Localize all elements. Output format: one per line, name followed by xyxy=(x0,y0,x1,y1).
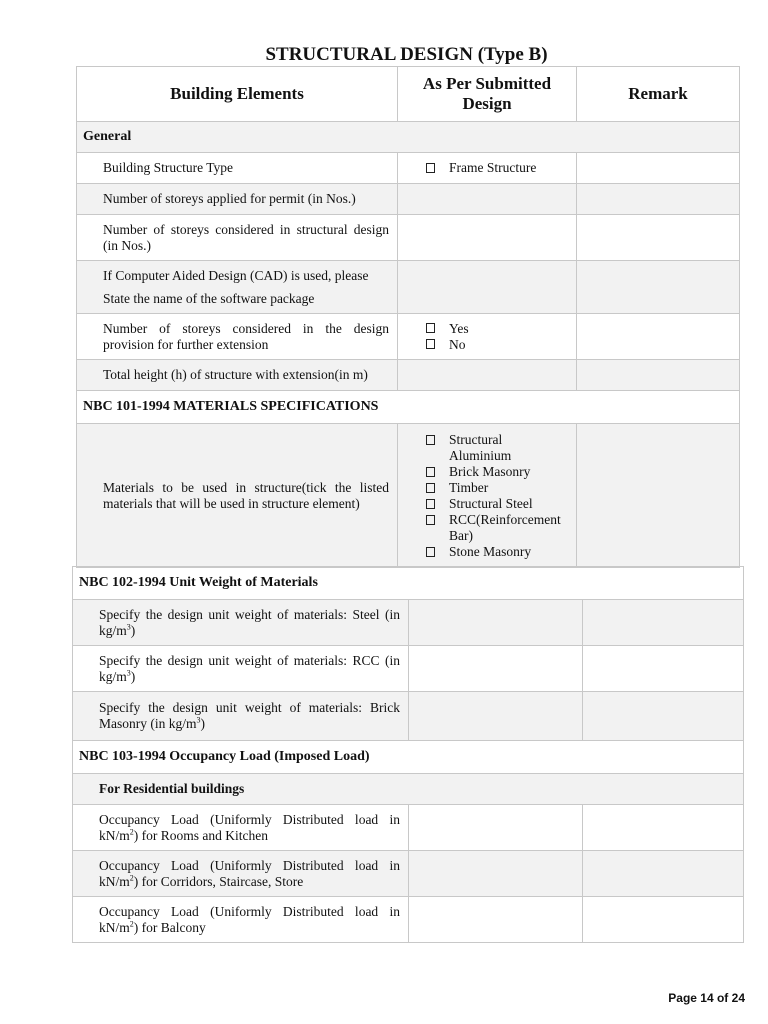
value-cell[interactable] xyxy=(398,215,577,261)
row-label: Specify the design unit weight of materials: Steel (in $kg/m^3$) xyxy=(73,600,409,646)
structural-design-table-part2 xyxy=(72,566,744,943)
option-label: Structural Steel xyxy=(449,495,533,511)
materials-options-cell xyxy=(398,424,577,568)
table-row xyxy=(73,692,744,741)
section-heading: NBC 101-1994 MATERIALS SPECIFICATIONS xyxy=(77,391,740,424)
table-row xyxy=(77,184,740,215)
building-structure-type-cell xyxy=(398,153,577,184)
option-label: Frame Structure xyxy=(449,160,537,175)
section-heading: NBC 102-1994 Unit Weight of Materials xyxy=(73,567,744,600)
structural-steel-checkbox[interactable] xyxy=(426,499,435,509)
value-cell[interactable] xyxy=(409,646,583,692)
brick-masonry-checkbox[interactable] xyxy=(426,467,435,477)
structural-design-table-part1 xyxy=(76,66,740,568)
header-as-per-submitted-design: As Per Submitted Design xyxy=(398,67,577,122)
row-label: Number of storeys considered in structural design (in Nos.) xyxy=(77,215,398,261)
table-row xyxy=(73,646,744,692)
subsection-heading: For Residential buildings xyxy=(73,774,744,805)
remark-cell[interactable] xyxy=(577,153,740,184)
option-label: Stone Masonry xyxy=(449,543,532,559)
timber-checkbox[interactable] xyxy=(426,483,435,493)
table-row xyxy=(77,424,740,568)
remark-cell[interactable] xyxy=(583,805,744,851)
remark-cell[interactable] xyxy=(577,360,740,391)
table-row xyxy=(73,851,744,897)
section-heading: NBC 103-1994 Occupancy Load (Imposed Load) xyxy=(73,741,744,774)
table-row xyxy=(77,314,740,360)
section-heading: General xyxy=(77,122,740,153)
structural-aluminium-checkbox[interactable] xyxy=(426,435,435,445)
remark-cell[interactable] xyxy=(583,600,744,646)
remark-cell[interactable] xyxy=(577,424,740,568)
page-number: Page 14 of 24 xyxy=(668,991,745,1005)
section-occupancy xyxy=(73,741,744,774)
row-label: Total height (h) of structure with extension(in m) xyxy=(77,360,398,391)
value-cell[interactable] xyxy=(409,805,583,851)
remark-cell[interactable] xyxy=(577,314,740,360)
remark-cell[interactable] xyxy=(583,851,744,897)
remark-cell[interactable] xyxy=(577,184,740,215)
table-row xyxy=(73,600,744,646)
row-label: Occupancy Load (Uniformly Distributed load in $kN/m^2$) for Rooms and Kitchen xyxy=(73,805,409,851)
no-checkbox[interactable] xyxy=(426,339,435,349)
table-row xyxy=(73,805,744,851)
page-title: STRUCTURAL DESIGN (Type B) xyxy=(265,44,548,65)
header-building-elements: Building Elements xyxy=(77,67,398,122)
remark-cell[interactable] xyxy=(583,692,744,741)
remark-cell[interactable] xyxy=(583,646,744,692)
header-remark: Remark xyxy=(577,67,740,122)
extension-options-cell xyxy=(398,314,577,360)
row-label: Materials to be used in structure(tick the listed materials that will be used in structure element) xyxy=(77,424,398,568)
table-header-row xyxy=(77,67,740,122)
row-label: Number of storeys considered in the design provision for further extension xyxy=(77,314,398,360)
remark-cell[interactable] xyxy=(577,261,740,314)
subsection-residential xyxy=(73,774,744,805)
remark-cell[interactable] xyxy=(577,215,740,261)
row-label: If Computer Aided Design (CAD) is used, please State the name of the software package xyxy=(77,261,398,314)
value-cell[interactable] xyxy=(409,897,583,943)
value-cell[interactable] xyxy=(409,851,583,897)
row-label: Occupancy Load (Uniformly Distributed load in $kN/m^2$) for Balcony xyxy=(73,897,409,943)
rcc-checkbox[interactable] xyxy=(426,515,435,525)
section-unit-weight xyxy=(73,567,744,600)
value-cell[interactable] xyxy=(398,261,577,314)
section-materials xyxy=(77,391,740,424)
table-row xyxy=(77,153,740,184)
frame-structure-checkbox[interactable] xyxy=(426,163,435,173)
section-general xyxy=(77,122,740,153)
row-label: Specify the design unit weight of materials: Brick Masonry (in $kg/m^3$) xyxy=(73,692,409,741)
option-label: Timber xyxy=(449,479,489,495)
table-row xyxy=(73,897,744,943)
row-label: Specify the design unit weight of materials: RCC (in $kg/m^3$) xyxy=(73,646,409,692)
value-cell[interactable] xyxy=(409,600,583,646)
option-label: Structural Aluminium xyxy=(449,431,512,463)
table-row xyxy=(77,215,740,261)
value-cell[interactable] xyxy=(398,360,577,391)
row-label: Occupancy Load (Uniformly Distributed load in $kN/m^2$) for Corridors, Staircase, Store xyxy=(73,851,409,897)
option-label: No xyxy=(449,336,466,352)
row-label: Number of storeys applied for permit (in Nos.) xyxy=(77,184,398,215)
yes-checkbox[interactable] xyxy=(426,323,435,333)
table-row xyxy=(77,360,740,391)
option-label: Yes xyxy=(449,320,469,336)
option-label: RCC(Reinforcement Bar) xyxy=(449,511,561,543)
value-cell[interactable] xyxy=(409,692,583,741)
remark-cell[interactable] xyxy=(583,897,744,943)
stone-masonry-checkbox[interactable] xyxy=(426,547,435,557)
value-cell[interactable] xyxy=(398,184,577,215)
option-label: Brick Masonry xyxy=(449,463,531,479)
table-row xyxy=(77,261,740,314)
row-label: Building Structure Type xyxy=(77,153,398,184)
